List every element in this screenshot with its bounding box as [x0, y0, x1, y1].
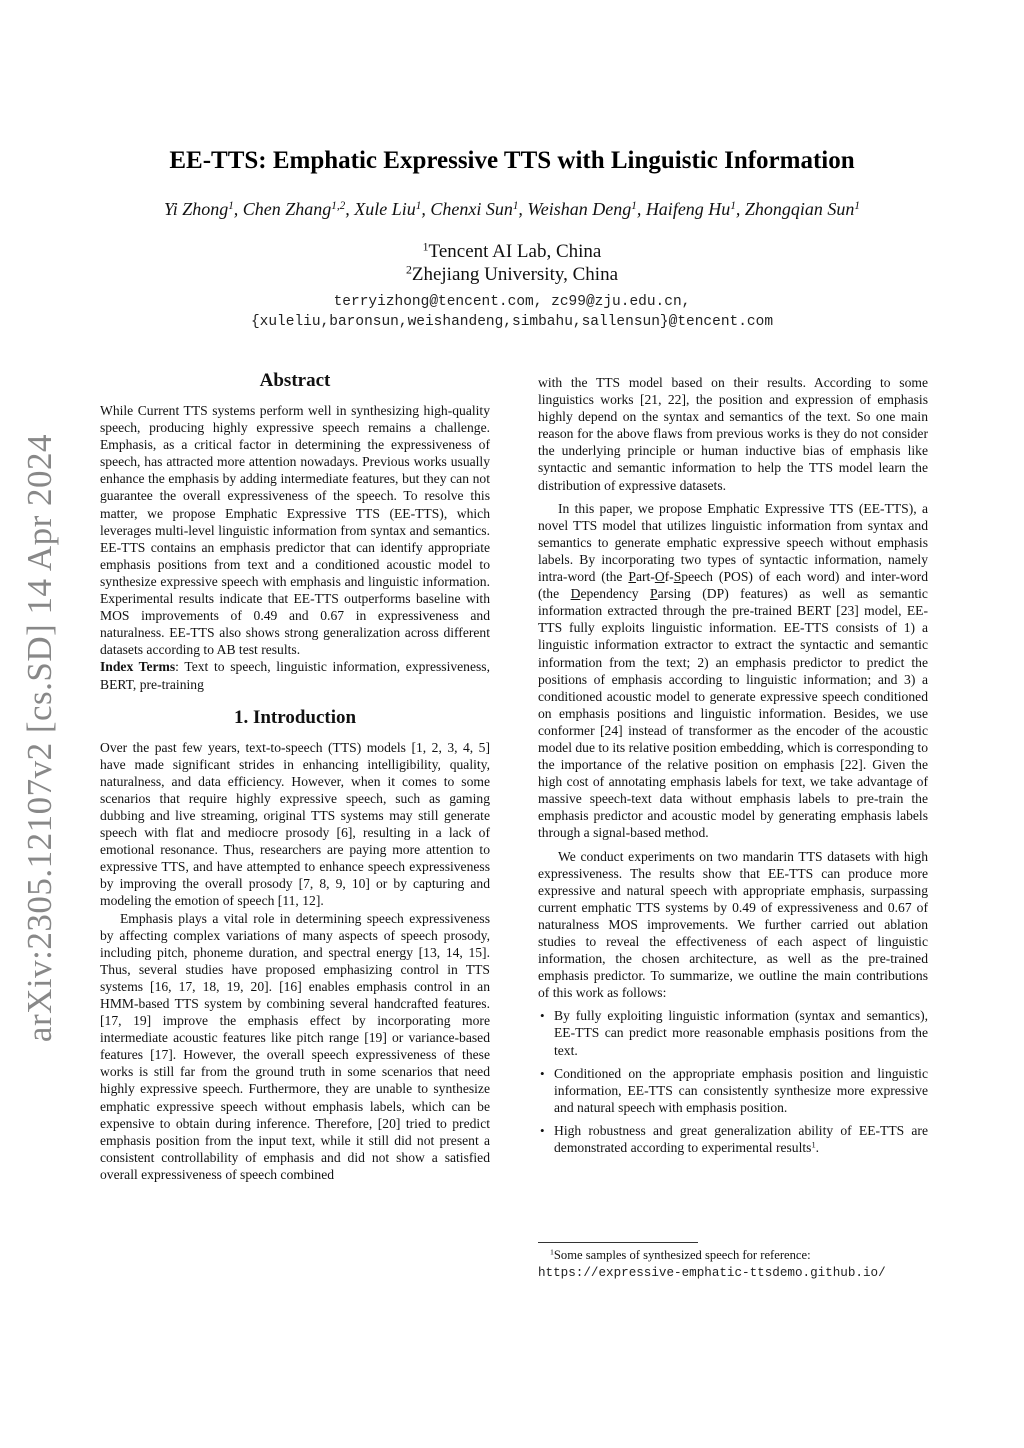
- arxiv-identifier: arXiv:2305.12107v2 [cs.SD] 14 Apr 2024: [20, 433, 59, 1043]
- author: Chenxi Sun$^1$,: [430, 199, 523, 219]
- intro-paragraph: We conduct experiments on two mandarin TTS datasets with high expressiveness. The results show that EE-TTS can produce more expressive and natural speech with appropriate emphasis, surpassing current emphatic TTS systems by 0.49 of expressiveness and 0.67 of naturalness MOS improvements. We further carried out ablation studies to reveal the effectiveness of each aspect of linguistic information, the chosen architecture, as well as the pre-trained emphasis predictor. To summarize, we outline the main contributions of this work as follows:: [538, 848, 928, 1001]
- intro-paragraph-continued: with the TTS model based on their results. According to some linguistics works [21, 22], the position and expression of emphasis highly depend on the syntax and semantics of the text. So one main reason for the above flaws from previous works is they do not consider the underlying principle or human inductive bias of emphasis like syntactic and semantic information to help the TTS model learn the distribution of expressive datasets.: [538, 375, 928, 493]
- author: Weishan Deng$^1$,: [527, 199, 642, 219]
- affiliation: $^2$Zhejiang University, China: [405, 263, 619, 285]
- footnote: $^1$Some samples of synthesized speech for reference: https://expressive-emphatic-ttsdemo.github.io/: [538, 1247, 886, 1280]
- author-emails: [0, 292, 1024, 332]
- intro-paragraph: Emphasis plays a vital role in determining speech expressiveness by affecting complex variations of many aspects of speech prosody, including pitch, phoneme duration, and spectral energy [13, 14, 15]. Thus, several studies have proposed emphasizing control in TTS systems [16, 17, 18, 19, 20]. [16] enables emphasis control in an HMM-based TTS system by combining several handcrafted features. [17, 19] improve the emphasis effect by incorporating more intermediate acoustic features like pitch range [19] or variance-based features [17]. However, the overall speech expressiveness of these works is still far from the ground truth in some scenarios that need highly expressive speech. Furthermore, they are unable to synthesize emphatic expressive speech without emphasis labels, which can be expensive to obtain during inference. Therefore, [20] tried to predict emphasis position from the input text, while it still did not present a consistent controllability of emphasis and did not show a satisfied overall expressiveness of speech combined: [100, 910, 490, 1182]
- list-item: • Conditioned on the appropriate emphasis position and linguistic information, EE-TTS can consistently synthesize more expressive and natural speech with emphasis position.: [538, 1065, 928, 1116]
- footnote-link[interactable]: https://expressive-emphatic-ttsdemo.github.io/: [538, 1266, 886, 1280]
- paper-title: EE-TTS: Emphatic Expressive TTS with Linguistic Information: [169, 147, 855, 174]
- email-line: terryizhong@tencent.com, zc99@zju.edu.cn,: [333, 294, 691, 310]
- author: Zhongqian Sun$^1$: [744, 199, 860, 219]
- footnote-rule: [538, 1242, 698, 1243]
- author: Yi Zhong$^1$,: [164, 199, 239, 219]
- affiliations: [0, 240, 1024, 286]
- left-column: [100, 368, 490, 1183]
- list-item: • By fully exploiting linguistic information (syntax and semantics), EE-TTS can predict more reasonable emphasis positions from the text.: [538, 1007, 928, 1058]
- introduction-heading: 1. Introduction: [233, 706, 357, 728]
- author: Haifeng Hu$^1$,: [645, 199, 741, 219]
- abstract-text: While Current TTS systems perform well in synthesizing high-quality speech, producing highly expressive speech remains a challenge. Emphasis, as a critical factor in determining the expressiveness of speech, has attracted more attention nowadays. Previous works usually enhance the emphasis by adding intermediate features, but they can not guarantee the overall expressiveness of the speech. To resolve this matter, we propose Emphatic Expressive TTS (EE-TTS), which leverages multi-level linguistic information from syntax and semantics. EE-TTS contains an emphasis predictor that can identify appropriate emphasis positions from text and a conditioned acoustic model to synthesize expressive speech with emphasis and linguistic information. Experimental results indicate that EE-TTS outperforms baseline with MOS improvements of 0.49 and 0.67 in expressiveness and naturalness. EE-TTS also shows strong generalization across different datasets according to AB test results.: [100, 403, 490, 658]
- index-terms-label: Index Terms: [100, 659, 176, 675]
- intro-paragraph: Over the past few years, text-to-speech (TTS) models [1, 2, 3, 4, 5] have made significant strides in enhancing intelligibility, quality, naturalness, and data efficiency. However, when it comes to some scenarios that require highly expressive speech, such as gaming dubbing and live streaming, original TTS systems may still generate speech with flat and mediocre prosody [6], resulting in a lack of emotional resonance. Thus, researchers are paying more attention to expressive TTS, and have attempted to enhance speech expressiveness by improving the overall prosody [7, 8, 9, 10] or by capturing and modeling the emotion of speech [11, 12].: [100, 739, 490, 909]
- affiliation: $^1$Tencent AI Lab, China: [422, 240, 602, 262]
- right-column: [538, 374, 928, 1162]
- author-list: [0, 199, 1024, 220]
- intro-paragraph: In this paper, we propose Emphatic Expressive TTS (EE-TTS), a novel TTS model that utilizes linguistic information from syntax and semantics to generate emphatic expressive speech without emphasis labels. By incorporating two types of syntactic information, namely intra-word (the Part-Of-Speech (POS) of each word) and inter-word (the Dependency Parsing (DP) features) as well as semantic information extracted through the pre-trained BERT [23] model, EE-TTS fully exploits linguistic information. EE-TTS consists of 1) a linguistic information extractor to extract the syntactic and semantic information from the text; 2) an emphasis predictor to predict the positions of emphasis according to linguistic information; and 3) a conditioned acoustic model to generate expressive speech conditioned on emphasis positions and linguistic information. Besides, we use conformer [24] instead of transformer as the encoder of the acoustic model due to its relative position embedding, which is corresponding to the importance of the relative position on emphasis [22]. Given the high cost of annotating emphasis labels for text, we take advantage of massive speech-text data without emphasis labels to pre-train the emphasis predictor and acoustic model by generating emphasis labels through a signal-based method.: [538, 500, 928, 841]
- email-line: {xuleliu,baronsun,weishandeng,simbahu,sallensun}@tencent.com: [250, 314, 774, 330]
- author: Xule Liu$^1$,: [354, 199, 426, 219]
- abstract-heading: Abstract: [259, 370, 331, 391]
- index-terms: Index Terms: Text to speech, linguistic information, expressiveness, BERT, pre-training: [100, 659, 490, 692]
- author: Chen Zhang$^{1,2}$,: [242, 199, 350, 219]
- contribution-list: [538, 1007, 928, 1156]
- list-item: • High robustness and great generalization ability of EE-TTS are demonstrated according to experimental results$^1$.: [538, 1122, 928, 1156]
